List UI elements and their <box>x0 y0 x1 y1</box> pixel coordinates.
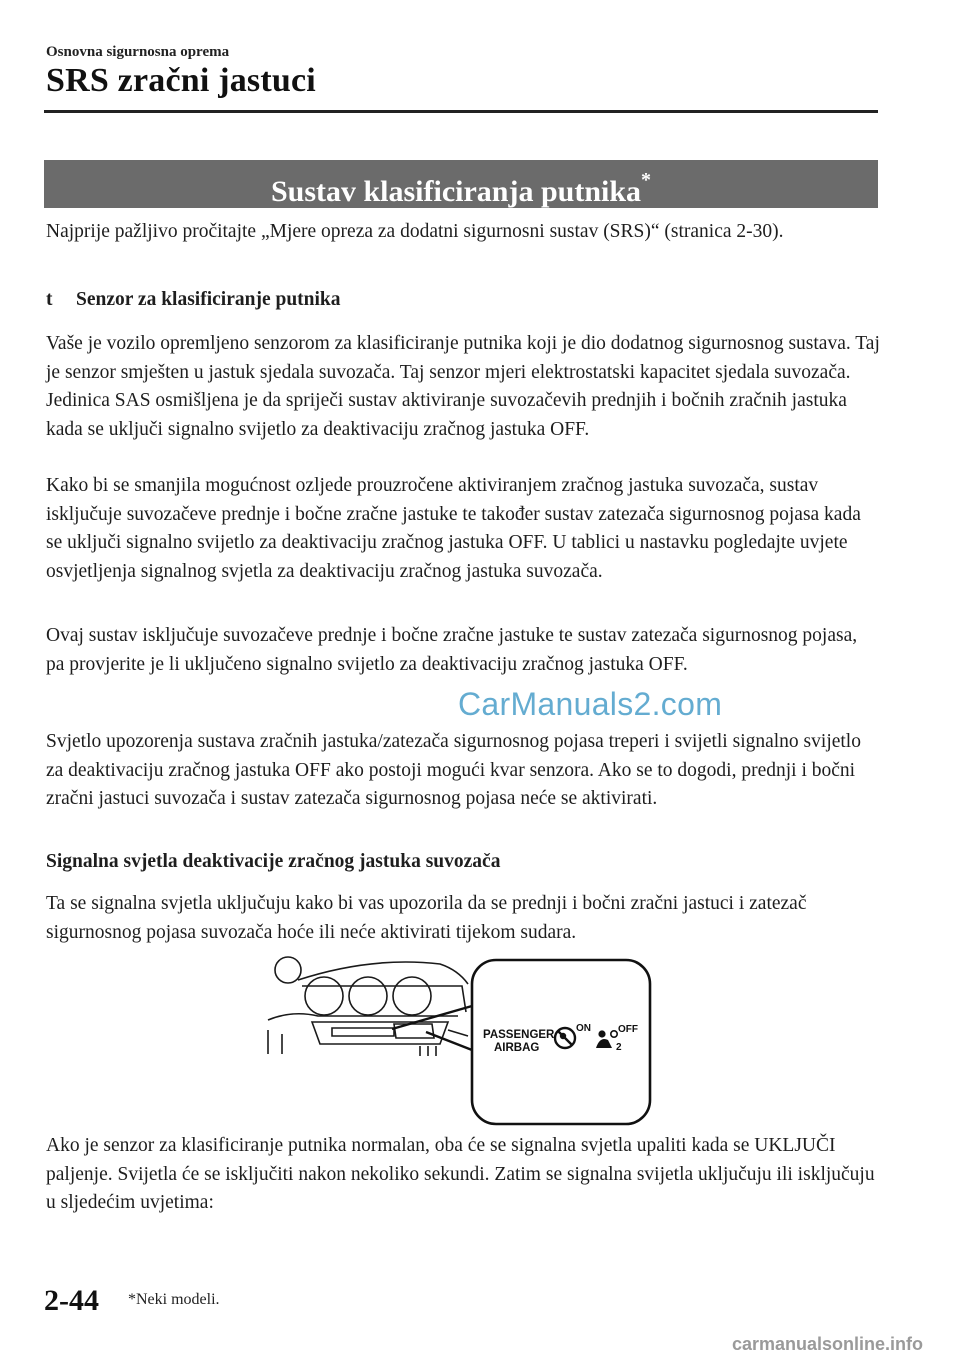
off-label: OFF <box>618 1024 638 1035</box>
dashboard-illustration <box>268 957 468 1056</box>
paragraph-2: Kako bi se smanjila mogućnost ozljede prouzročene aktiviranjem zračnog jastuka suvozača, sustav isključuje suvozačeve prednje i bočne zračne jastuke te također sustav zatezača sigurnosnog pojasa kada se uključi signalno svijetlo za deaktivaciju zračnog jastuka OFF. U tablici u nastavku pogledajte uvjete osvjetljenja signalnog svjetla za deaktivaciju zračnog jastuka suvozača. <box>46 475 861 582</box>
chapter-title: SRS zračni jastuci <box>46 62 316 99</box>
paragraph-4: Svjetlo upozorenja sustava zračnih jastuka/zatezača sigurnosnog pojasa treperi i svijetli signalno svijetlo za deaktivaciju zračnog jastuka OFF ako postoji mogući kvar senzora. Ako se to dogodi, prednji i bočni zračni jastuci suvozača i sustav zatezača sigurnosnog pojasa neće se aktivirati. <box>46 731 861 809</box>
breadcrumb: Osnovna sigurnosna oprema <box>46 44 230 60</box>
section-title: Sustav klasificiranja putnika <box>270 175 642 208</box>
paragraph-1: Vaše je vozilo opremljeno senzorom za klasificiranje putnika koji je dio dodatnog sigurnosnog sustava. Taj je senzor smješten u jastuk sjedala suvozača. Taj senzor mjeri elektrostatski kapacitet sjedala suvozača. Jedinica SAS osmišljena je da spriječi sustav aktiviranje suvozačevih prednjih i bočnih zračnih jastuka kada se uključi signalno svijetlo za deaktivaciju zračnog jastuka OFF. <box>46 333 880 440</box>
section-banner <box>44 160 878 208</box>
bottom-watermark: carmanualsonline.info <box>732 1334 924 1354</box>
subheading-2: Signalna svjetla deaktivacije zračnog jastuka suvozača <box>46 851 501 872</box>
airbag-label: AIRBAG <box>494 1042 540 1054</box>
subsection-heading <box>46 286 341 314</box>
watermark: CarManuals2.com <box>458 686 723 722</box>
subsection-title: Senzor za klasificiranje putnika <box>76 289 341 310</box>
bullet-icon: t <box>46 289 53 310</box>
section-asterisk: * <box>641 169 652 191</box>
header-rule <box>44 110 878 113</box>
paragraph-3: Ovaj sustav isključuje suvozačeve prednje i bočne zračne jastuke te sustav zatezača sigurnosnog pojasa, pa provjerite je li uključeno signalno svijetlo za deaktivaciju zračnog jastuka OFF. <box>46 625 858 675</box>
on-label: ON <box>576 1023 591 1034</box>
passenger-label: PASSENGER <box>483 1029 555 1041</box>
airbag-indicator-figure <box>262 950 662 1128</box>
off-number: 2 <box>616 1042 622 1053</box>
footnote: *Neki modeli. <box>128 1291 220 1308</box>
intro-paragraph: Najprije pažljivo pročitajte „Mjere opreza za dodatni sigurnosni sustav (SRS)“ (stranica 2-30). <box>46 221 784 242</box>
paragraph-5: Ta se signalna svjetla uključuju kako bi vas upozorila da se prednji i bočni zračni jastuci i zatezač sigurnosnog pojasa suvozača hoće ili neće aktivirati tijekom sudara. <box>46 893 807 943</box>
page-number: 2-44 <box>44 1284 99 1317</box>
paragraph-6: Ako je senzor za klasificiranje putnika normalan, oba će se signalna svjetla upaliti kada se UKLJUČI paljenje. Svijetla će se isključiti nakon nekoliko sekundi. Zatim se signalna svijetla uključuju ili isključuju u sljedećim uvjetima: <box>46 1135 875 1213</box>
